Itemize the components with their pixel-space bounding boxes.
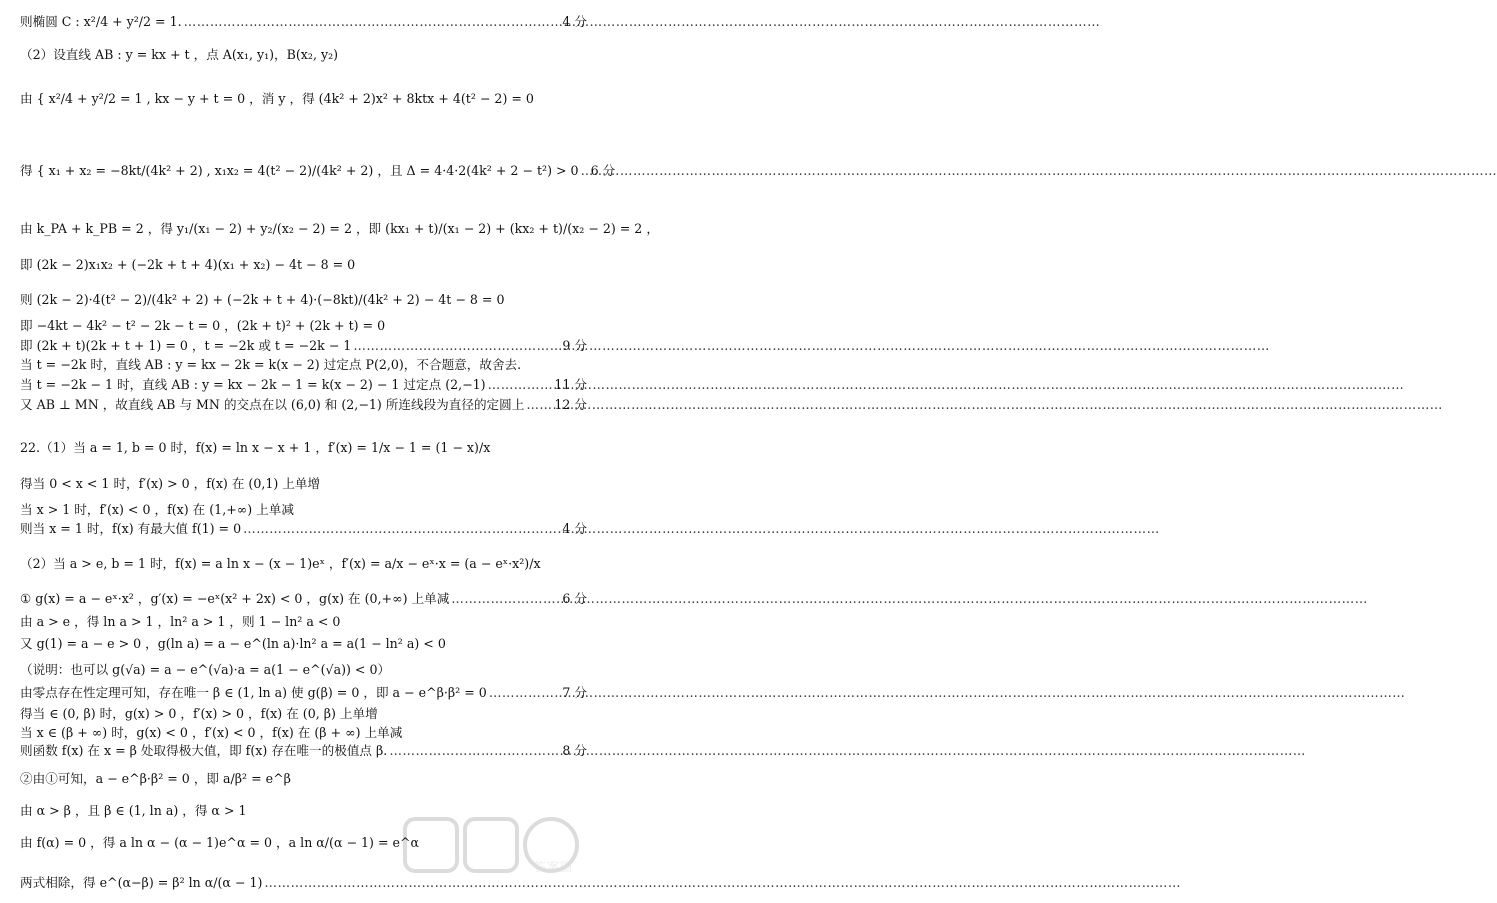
line-13: 22.（1）当 a = 1, b = 0 时，f(x) = ln x − x + 1 ，f′(x) = 1/x − 1 = (1 − x)/x bbox=[20, 440, 491, 455]
score-label: 4 分 bbox=[562, 521, 587, 536]
leader-dots bbox=[243, 521, 560, 537]
line-22: 由零点存在性定理可知，存在唯一 β ∈ (1, ln a) 使 g(β) = 0 ，即 a − e^β·β² = 0 ………………………………………………………………………………………………………………………………………………………………………………………… 7 分 bbox=[20, 685, 587, 701]
line-26: ②由①可知，a − e^β·β² = 0 ，即 a/β² = e^β bbox=[20, 771, 291, 786]
line-4: 得 { x₁ + x₂ = −8kt/(4k² + 2) , x₁x₂ = 4(t² − 2)/(4k² + 2) ，且 Δ = 4·4·2(4k² + 2 − t²) > 0 ………………………………………………………………………………………………………………………………………………………………………………………… 6 分 bbox=[20, 160, 587, 182]
line-18: ① g(x) = a − eˣ·x² ，g′(x) = −eˣ(x² + 2x) < 0 ，g(x) 在 (0,+∞) 上单减 ………………………………………………………………………………………………………………………………………………………………………………………… 6 分 bbox=[20, 591, 587, 607]
line-20: 又 g(1) = a − e > 0 ，g(ln a) = a − e^(ln a)·ln² a = a(1 − ln² a) < 0 bbox=[20, 636, 446, 651]
leader-dots bbox=[184, 14, 561, 30]
leader-dots bbox=[264, 872, 585, 894]
line-12: 又 AB ⊥ MN ，故直线 AB 与 MN 的交点在以 (6,0) 和 (2,−1) 所连线段为直径的定圆上 ………………………………………………………………………………………………………………………………………………………………………………………… 12 分 bbox=[20, 397, 587, 413]
line-24: 当 x ∈ (β + ∞) 时，g(x) < 0 ，f′(x) < 0 ，f(x) 在 (β + ∞) 上单减 bbox=[20, 725, 403, 740]
line-27: 由 α > β ，且 β ∈ (1, ln a) ，得 α > 1 bbox=[20, 803, 247, 818]
line-10: 当 t = −2k 时，直线 AB : y = kx − 2k = k(x − 2) 过定点 P(2,0)，不合题意，故舍去. bbox=[20, 357, 522, 372]
leader-dots bbox=[488, 377, 553, 393]
line-1: 则椭圆 C : x²/4 + y²/2 = 1. ………………………………………………………………………………………………………………………………………………………………………………………… 4 分 bbox=[20, 14, 587, 30]
line-16: 则当 x = 1 时，f(x) 有最大值 f(1) = 0 ………………………………………………………………………………………………………………………………………………………………………………………… 4 分 bbox=[20, 521, 587, 537]
score-label: 9 分 bbox=[562, 338, 587, 353]
line-25: 则函数 f(x) 在 x = β 处取得极大值，即 f(x) 存在唯一的极值点 β. ………………………………………………………………………………………………………………………………………………………………………………………… 8 分 bbox=[20, 743, 587, 759]
score-label: 6 分 bbox=[590, 163, 616, 178]
document-page bbox=[0, 0, 659, 903]
score-label: 7 分 bbox=[562, 685, 587, 700]
line-9: 即 (2k + t)(2k + t + 1) = 0 ，t = −2k 或 t = −2k − 1 ………………………………………………………………………………………………………………………………………………………………………………………… 9 分 bbox=[20, 338, 587, 354]
line-17: （2）当 a > e, b = 1 时，f(x) = a ln x − (x − 1)eˣ ，f′(x) = a/x − eˣ·x = (a − eˣ·x²)/x bbox=[20, 556, 541, 571]
line-5: 由 k_PA + k_PB = 2 ，得 y₁/(x₁ − 2) + y₂/(x₂ − 2) = 2 ，即 (kx₁ + t)/(x₁ − 2) + (kx₂ + t)/(x₂ − 2) = 2 ， bbox=[20, 221, 659, 236]
leader-dots bbox=[389, 743, 560, 759]
leader-dots bbox=[451, 591, 560, 607]
score-label: 4 分 bbox=[562, 14, 587, 29]
score-label: 8 分 bbox=[562, 743, 587, 758]
line-8: 即 −4kt − 4k² − t² − 2k − t = 0 ，(2k + t)² + (2k + t) = 0 bbox=[20, 318, 386, 333]
line-7: 则 (2k − 2)·4(t² − 2)/(4k² + 2) + (−2k + t + 4)·(−8kt)/(4k² + 2) − 4t − 8 = 0 bbox=[20, 292, 505, 307]
line-21: （说明：也可以 g(√a) = a − e^(√a)·a = a(1 − e^(√a)) < 0） bbox=[20, 662, 391, 677]
leader-dots bbox=[489, 685, 561, 701]
line-28: 由 f(α) = 0 ，得 a ln α − (α − 1)e^α = 0 ，a ln α/(α − 1) = e^α bbox=[20, 835, 420, 850]
score-label: 6 分 bbox=[562, 591, 587, 606]
line-23: 得当 ∈ (0, β) 时，g(x) > 0 ，f′(x) > 0 ，f(x) 在 (0, β) 上单增 bbox=[20, 706, 378, 721]
line-6: 即 (2k − 2)x₁x₂ + (−2k + t + 4)(x₁ + x₂) − 4t − 8 = 0 bbox=[20, 257, 356, 272]
line-19: 由 a > e ，得 ln a > 1 ，ln² a > 1 ，则 1 − ln² a < 0 bbox=[20, 614, 341, 629]
score-label: 11 分 bbox=[554, 377, 587, 392]
score-label: 12 分 bbox=[554, 397, 587, 412]
line-29: 两式相除，得 e^(α−β) = β² ln α/(α − 1) ………………………………………………………………………………………………………………………………………………………………………………………… bbox=[20, 872, 587, 894]
watermark-text: 答案圈 bbox=[533, 860, 573, 874]
line-15: 当 x > 1 时，f′(x) < 0 ，f(x) 在 (1,+∞) 上单减 bbox=[20, 502, 294, 517]
leader-dots bbox=[581, 160, 589, 182]
leader-dots bbox=[353, 338, 560, 354]
line-11: 当 t = −2k − 1 时，直线 AB : y = kx − 2k − 1 = k(x − 2) − 1 过定点 (2,−1) ………………………………………………………………………………………………………………………………………………………………………………………… 11 分 bbox=[20, 377, 587, 393]
line-2: （2）设直线 AB : y = kx + t ，点 A(x₁, y₁)，B(x₂, y₂) bbox=[20, 47, 339, 62]
line-14: 得当 0 < x < 1 时，f′(x) > 0 ，f(x) 在 (0,1) 上单增 bbox=[20, 476, 321, 491]
line-3: 由 { x²/4 + y²/2 = 1 , kx − y + t = 0 ，消 y ，得 (4k² + 2)x² + 8ktx + 4(t² − 2) = 0 bbox=[20, 91, 534, 106]
leader-dots bbox=[526, 397, 552, 413]
